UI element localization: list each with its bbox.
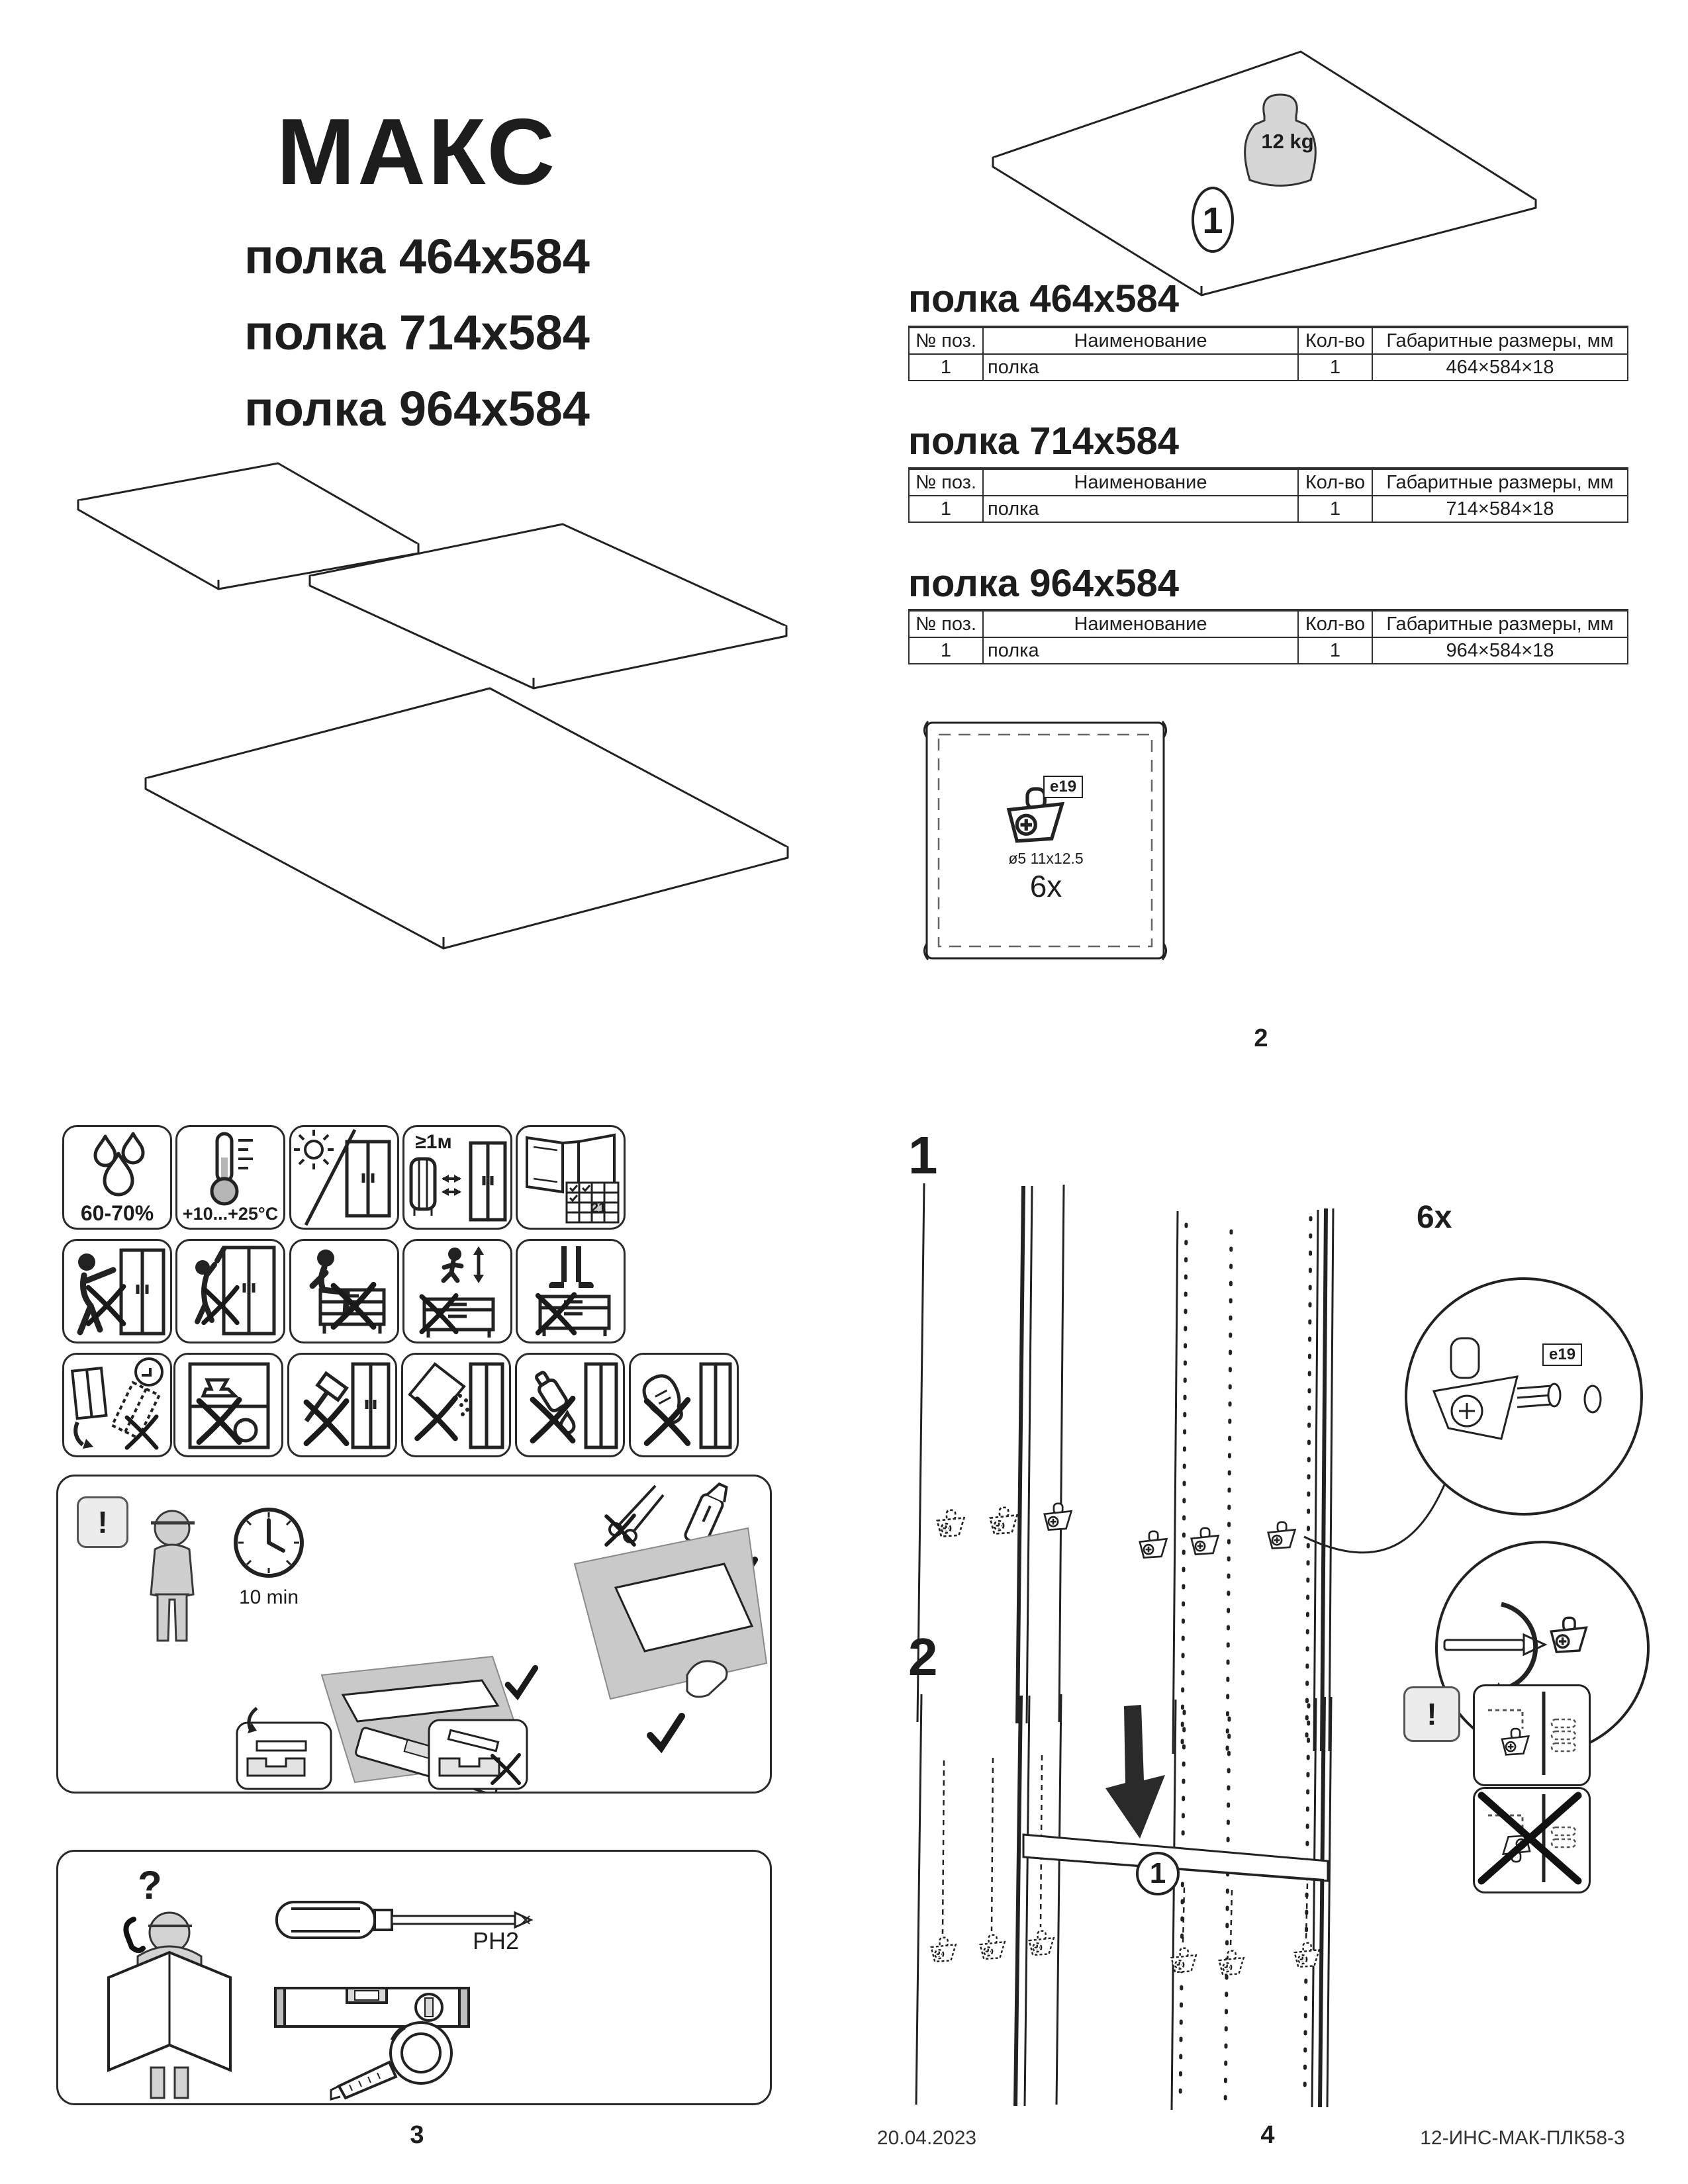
shelf-support-icon (1140, 1531, 1167, 1558)
icon-no-sitting (289, 1239, 399, 1343)
col-qty: Кол-во (1298, 610, 1372, 637)
wardrobe-icon (121, 1250, 164, 1334)
humidity-label: 60-70% (80, 1201, 154, 1225)
page-number-2: 2 (1254, 1024, 1268, 1052)
shelf-support-ghost (980, 1935, 1005, 1959)
wardrobe-icon (353, 1364, 389, 1447)
wardrobe-icon (701, 1364, 730, 1447)
level-tool-icon (275, 1988, 469, 2026)
col-pos: № поз. (909, 469, 983, 496)
packing-detail-wrong (429, 1720, 527, 1789)
table-row (909, 637, 1628, 664)
hand-icon (687, 1661, 727, 1697)
cell-pos: 1 (909, 354, 983, 381)
shelf-support-ghost (931, 1938, 956, 1962)
question-mark-label: ? (138, 1863, 162, 1907)
col-name: Наименование (983, 469, 1298, 496)
cell-qty: 1 (1298, 496, 1372, 522)
col-qty: Кол-во (1298, 469, 1372, 496)
icon-no-impact (287, 1353, 397, 1457)
shelf-support-ghost (1172, 1948, 1196, 1972)
anvil-icon (203, 1380, 235, 1396)
footer-date: 20.04.2023 (876, 2127, 977, 2149)
detail-circle-fastener (1406, 1279, 1642, 1514)
icon-no-abrasives (401, 1353, 511, 1457)
product-title: МАКС (276, 99, 558, 205)
water-drops-icon (95, 1134, 143, 1195)
variant-3: полка 964x584 (244, 381, 590, 436)
tape-measure-icon (331, 2023, 451, 2099)
unpacking-panel (56, 1475, 772, 1794)
place-down-arrow (1105, 1705, 1165, 1839)
orientation-wrong-box (1473, 1787, 1591, 1893)
cell-dims: 714×584×18 (1372, 496, 1628, 522)
attention-badge: ! (77, 1496, 128, 1548)
vent-days-label: 21 (590, 1201, 606, 1216)
col-pos: № поз. (909, 610, 983, 637)
radiator-icon (411, 1159, 435, 1216)
packing-detail-correct (237, 1708, 331, 1789)
shelf-support-icon (1268, 1522, 1295, 1549)
variant-2: полка 714x584 (244, 305, 590, 360)
shelves-isometric-drawing (26, 450, 794, 979)
help-tools-panel (56, 1850, 772, 2105)
up-down-arrow-icon (473, 1246, 484, 1283)
cabinet-icon (72, 1368, 106, 1418)
step-1-hardware-tag: e19 (1542, 1343, 1582, 1366)
check-icon (508, 1668, 535, 1695)
prohibition-x-icon (306, 1401, 346, 1443)
cell-name: полка (983, 637, 1298, 664)
footer-doc-code: 12-ИНС-МАК-ПЛК58-3 (1420, 2127, 1625, 2149)
icon-no-standing (516, 1239, 626, 1343)
attention-badge: ! (1403, 1686, 1460, 1742)
parts-table-964 (908, 609, 1628, 664)
shelf-support-icon (1045, 1504, 1072, 1530)
col-name: Наименование (983, 610, 1298, 637)
step-1-number: 1 (908, 1126, 938, 1185)
legs-icon (564, 1246, 579, 1282)
person-hanging-icon (197, 1249, 224, 1322)
cell-dims: 964×584×18 (1372, 637, 1628, 664)
abrasive-sheet-icon (410, 1364, 464, 1418)
tip-arrow-icon (75, 1422, 83, 1445)
worker-icon (151, 1511, 195, 1641)
icon-anchor-tipover (62, 1353, 172, 1457)
shelf-support-ghost (1295, 1943, 1319, 1967)
hardware-bag-drawing (920, 715, 1172, 966)
col-dims: Габаритные размеры, мм (1372, 610, 1628, 637)
icon-temperature (175, 1125, 285, 1230)
shelf-part-drawing (980, 40, 1549, 298)
icon-no-heavy-items (173, 1353, 283, 1457)
step-2-number: 2 (908, 1627, 938, 1686)
table-header-row (909, 610, 1628, 637)
table-header-row (909, 469, 1628, 496)
col-qty: Кол-во (1298, 327, 1372, 354)
col-name: Наименование (983, 327, 1298, 354)
cell-name: полка (983, 354, 1298, 381)
icon-ventilate (516, 1125, 626, 1230)
icon-heat-distance (402, 1125, 512, 1230)
distance-label: ≥1м (415, 1131, 452, 1153)
table-row (909, 496, 1628, 522)
wardrobe-icon (471, 1364, 502, 1447)
hardware-size-label: ø5 11x12.5 (1008, 850, 1084, 867)
product-variants (132, 218, 702, 447)
prohibition-x-icon (127, 1416, 157, 1447)
section-heading-714: полка 714x584 (908, 420, 1180, 463)
cell-qty: 1 (1298, 354, 1372, 381)
prohibition-x-icon (647, 1400, 688, 1443)
hardware-qty-label: 6x (1029, 869, 1062, 903)
page-number-3: 3 (410, 2121, 424, 2149)
col-dims: Габаритные размеры, мм (1372, 327, 1628, 354)
icon-no-pushing (62, 1239, 172, 1343)
check-icon (650, 1716, 682, 1748)
prohibition-x-icon (417, 1398, 455, 1439)
prohibition-x-icon (422, 1296, 456, 1332)
thermometer-icon (212, 1134, 253, 1204)
shelf-support-ghost (1029, 1931, 1054, 1955)
shelf-support-ghost (937, 1510, 964, 1537)
falling-cabinet-icon (112, 1383, 159, 1438)
variant-1: полка 464x584 (244, 229, 590, 284)
double-arrow-icon (442, 1175, 461, 1196)
col-pos: № поз. (909, 327, 983, 354)
shelf-support-icon (1192, 1528, 1219, 1555)
part-callout-1: 1 (1192, 187, 1234, 253)
max-load-label: 12 kg (1261, 130, 1314, 153)
icon-no-jumping (402, 1239, 512, 1343)
cell-qty: 1 (1298, 637, 1372, 664)
icon-no-liquids (515, 1353, 625, 1457)
detail-leader-line (1304, 1469, 1451, 1553)
icon-no-climbing (175, 1239, 285, 1343)
prohibition-x-icon (1481, 1796, 1578, 1881)
prohibition-x-icon (204, 1287, 237, 1322)
shelf-support-ghost (990, 1508, 1017, 1534)
cell-pos: 1 (909, 637, 983, 664)
table-header-row (909, 327, 1628, 354)
wardrobe-icon (586, 1364, 616, 1447)
sun-icon (294, 1130, 334, 1169)
hardware-code-tag: e19 (1043, 776, 1083, 798)
wardrobe-icon (471, 1143, 505, 1220)
icon-humidity (62, 1125, 172, 1230)
orientation-correct-box (1473, 1684, 1591, 1786)
col-dims: Габаритные размеры, мм (1372, 469, 1628, 496)
parts-table-714 (908, 467, 1628, 523)
screwdriver-bit-label: PH2 (473, 1927, 520, 1954)
shelf-support-ghost (1219, 1951, 1244, 1975)
cell-dims: 464×584×18 (1372, 354, 1628, 381)
phone-icon (126, 1919, 143, 1950)
reader-person-icon (109, 1913, 230, 2098)
icon-no-kicking (629, 1353, 739, 1457)
table-row (909, 354, 1628, 381)
cell-pos: 1 (909, 496, 983, 522)
wardrobe-icon (224, 1248, 274, 1334)
person-jumping-icon (444, 1261, 461, 1281)
assembly-time-label: 10 min (238, 1586, 299, 1608)
parts-table-464 (908, 326, 1628, 381)
page-number-4: 4 (1260, 2121, 1275, 2149)
section-heading-464: полка 464x584 (908, 277, 1180, 320)
prohibition-x-icon (533, 1398, 573, 1441)
section-heading-964: полка 964x584 (908, 562, 1180, 605)
clock-icon (236, 1510, 302, 1576)
temperature-label: +10...+25°C (182, 1204, 279, 1224)
step-2-part-callout: 1 (1136, 1852, 1180, 1895)
step-1-qty-label: 6x (1417, 1200, 1452, 1235)
cell-name: полка (983, 496, 1298, 522)
